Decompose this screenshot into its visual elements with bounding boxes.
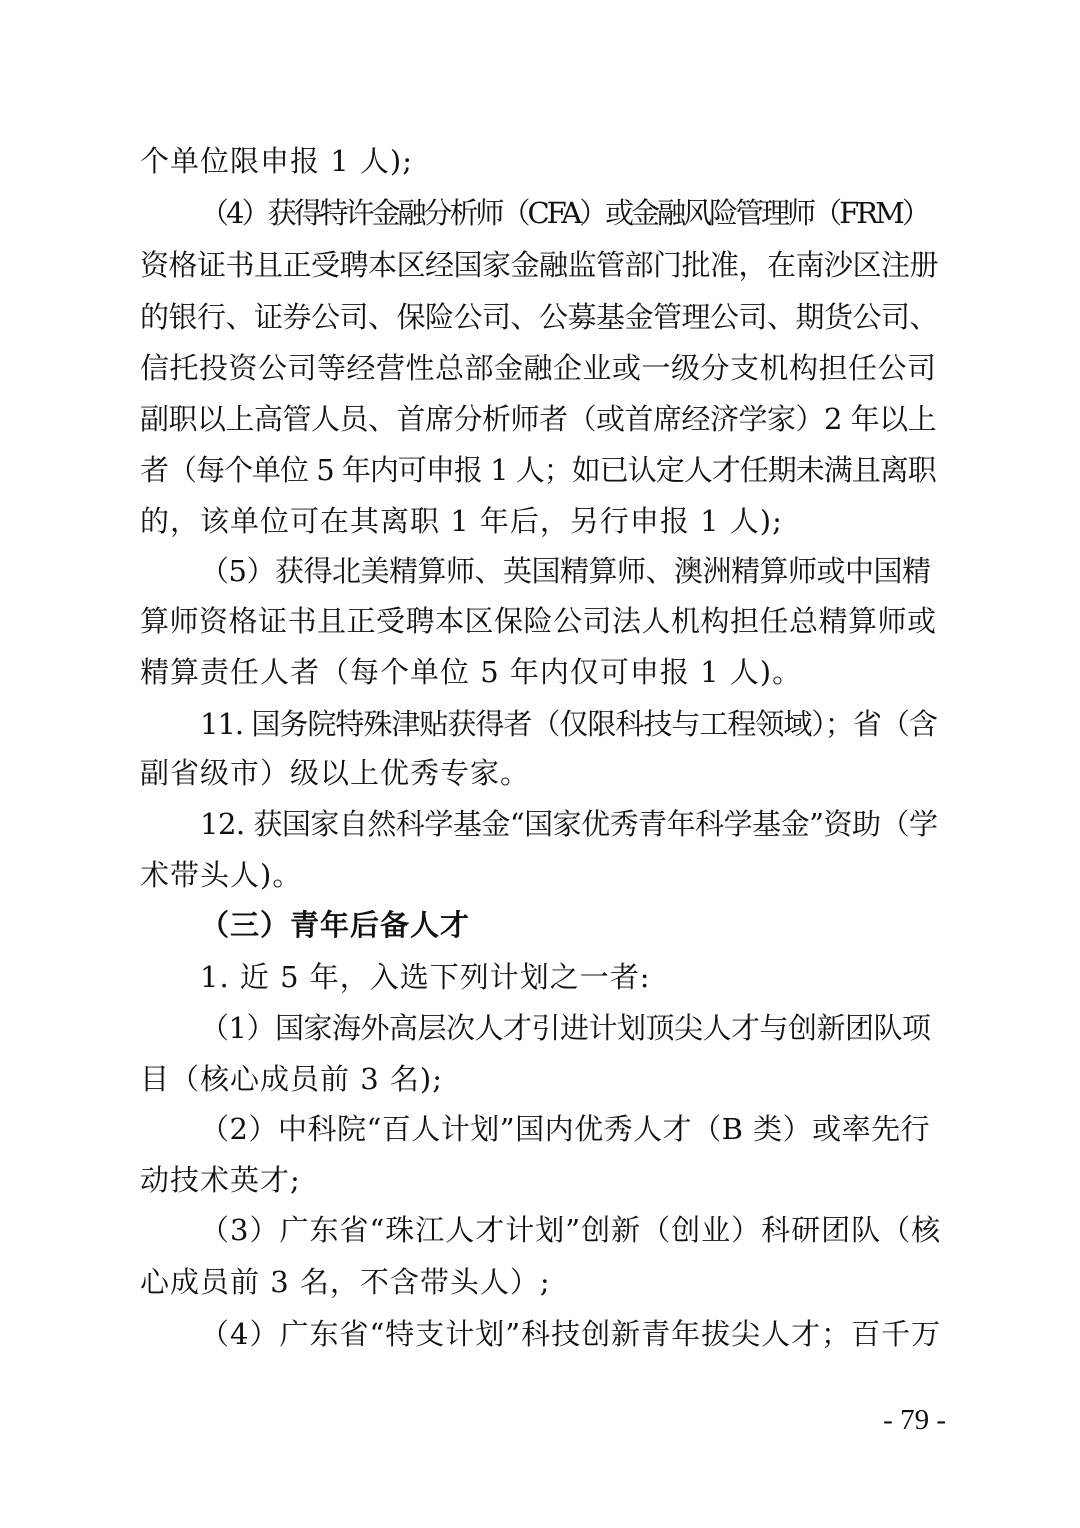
page-number: - 79 - [883,1404,946,1436]
text-line: 精算责任人者（每个单位 5 年内仅可申报 1 人)。 [140,655,803,689]
text-line: 术带头人)。 [140,858,303,892]
text-line: （2）中科院“百人计划”国内优秀人才（B 类）或率先行 [200,1112,931,1146]
text-line: （4）广东省“特支计划”科技创新青年拔尖人才；百千万 [200,1317,942,1351]
text-line: 动技术英才; [140,1163,301,1197]
text-line: （4）获得特许金融分析师（CFA）或金融风险管理师（FRM） [200,196,928,230]
text-line: 心成员前 3 名，不含带头人）; [140,1265,551,1299]
text-line: 信托投资公司等经营性总部金融企业或一级分支机构担任公司 [140,351,937,385]
text-line: 者（每个单位 5 年内可申报 1 人；如已认定人才任期未满且离职 [140,453,936,487]
text-line: （1）国家海外高层次人才引进计划顶尖人才与创新团队项 [200,1011,931,1045]
text-line: 的银行、证券公司、保险公司、公募基金管理公司、期货公司、 [140,300,939,334]
text-line: 11. 国务院特殊津贴获得者（仅限科技与工程领域）；省（含 [200,707,937,741]
text-line: 目（核心成员前 3 名); [140,1062,443,1096]
text-line: （5）获得北美精算师、英国精算师、澳洲精算师或中国精 [200,554,931,588]
section-heading: （三）青年后备人才 [200,908,471,942]
text-line: 个单位限申报 1 人); [140,144,413,178]
text-line: （3）广东省“珠江人才计划”创新（创业）科研团队（核 [200,1213,942,1247]
text-line: 算师资格证书且正受聘本区保险公司法人机构担任总精算师或 [140,604,937,638]
text-line: 副省级市）级以上优秀专家。 [140,756,531,790]
text-line: 的，该单位可在其离职 1 年后，另行申报 1 人); [140,504,783,538]
text-line: 副职以上高管人员、首席分析师者（或首席经济学家）2 年以上 [140,402,937,436]
text-line: 资格证书且正受聘本区经国家金融监管部门批准，在南沙区注册 [140,248,939,282]
text-line: 12. 获国家自然科学基金“国家优秀青年科学基金”资助（学 [200,807,938,841]
text-line: 1. 近 5 年，入选下列计划之一者: [200,960,651,994]
